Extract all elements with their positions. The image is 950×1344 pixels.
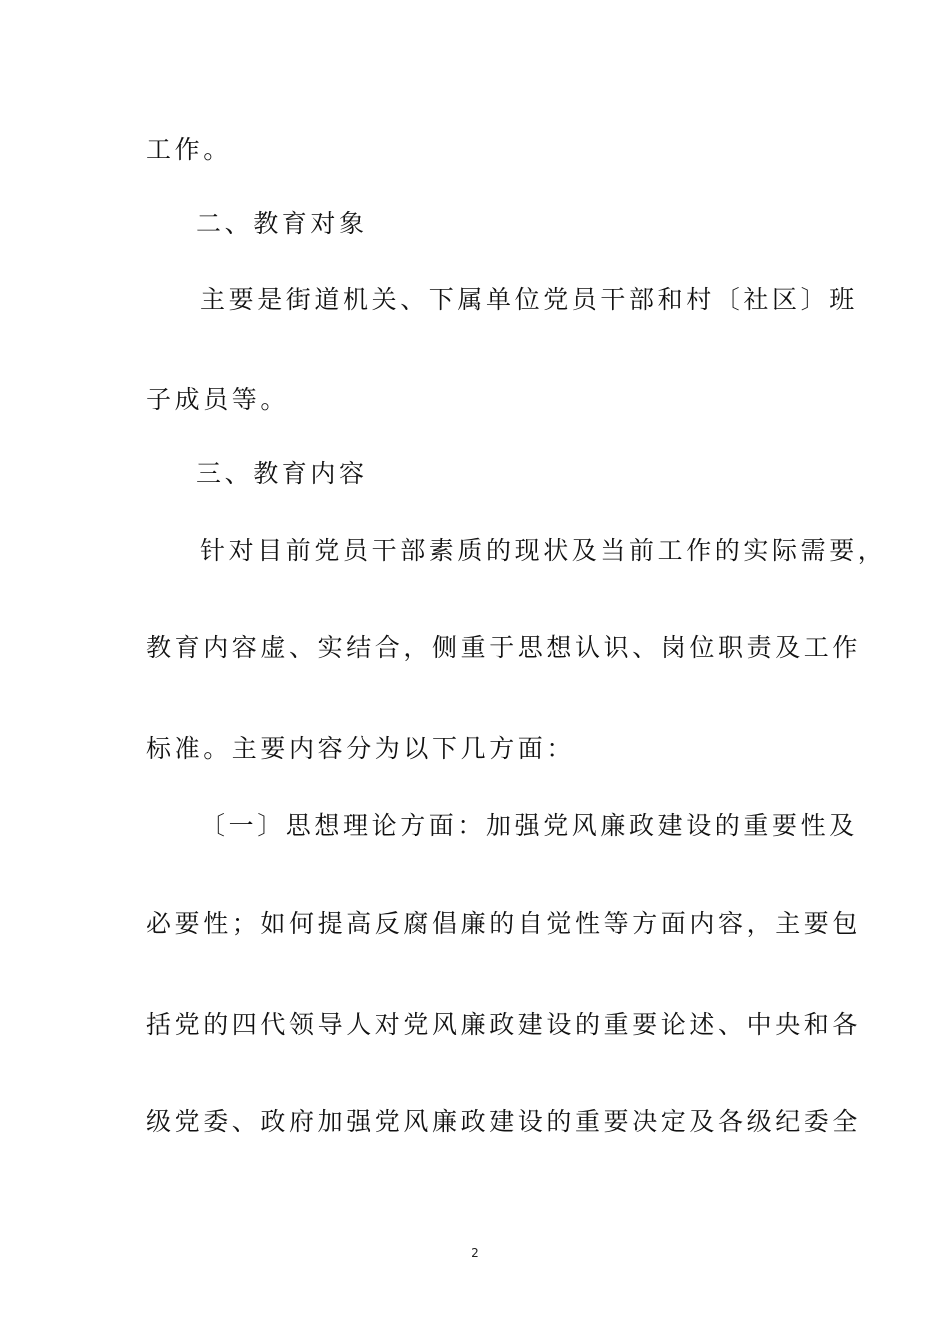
text-line-3: 主要是街道机关、下属单位党员干部和村〔社区〕班 (200, 285, 858, 314)
text-line-9: 〔一〕思想理论方面：加强党风廉政建设的重要性及 (200, 811, 858, 840)
page-number: 2 (471, 1246, 479, 1260)
section-heading-education-target: 二、教育对象 (196, 209, 368, 238)
text-line-6: 针对目前党员干部素质的现状及当前工作的实际需要， (200, 536, 887, 565)
section-heading-education-content: 三、教育内容 (196, 459, 368, 488)
text-line-11: 括党的四代领导人对党风廉政建设的重要论述、中央和各 (146, 1010, 862, 1039)
text-line-1: 工作。 (146, 135, 232, 164)
text-line-8: 标准。主要内容分为以下几方面： (146, 734, 576, 763)
text-line-10: 必要性；如何提高反腐倡廉的自觉性等方面内容，主要包 (146, 909, 862, 938)
text-line-12: 级党委、政府加强党风廉政建设的重要决定及各级纪委全 (146, 1107, 862, 1136)
text-line-4: 子成员等。 (146, 385, 290, 414)
text-line-7: 教育内容虚、实结合，侧重于思想认识、岗位职责及工作 (146, 633, 862, 662)
